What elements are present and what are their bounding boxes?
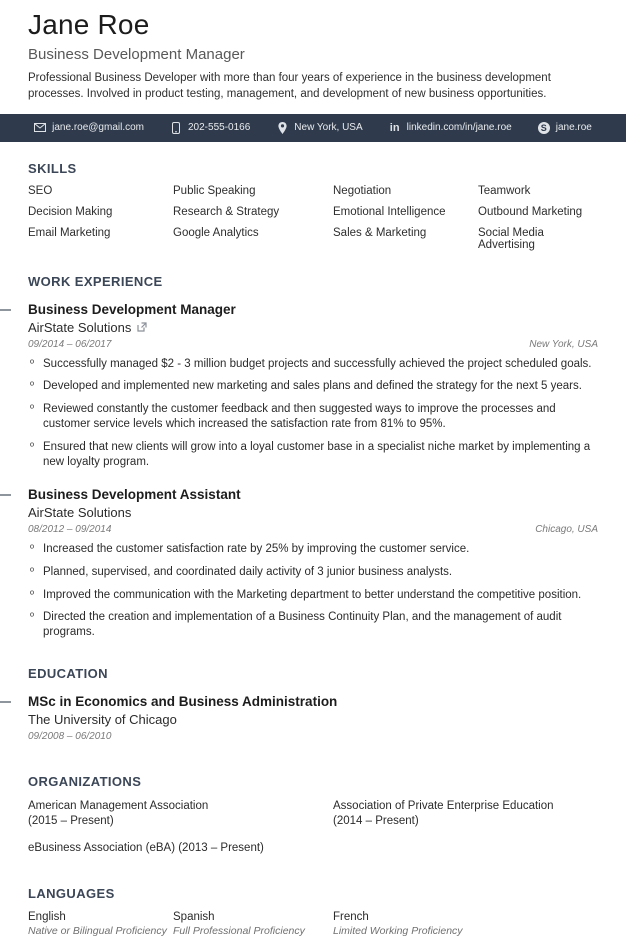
organization-item: [28, 841, 598, 856]
contact-phone-text: 202-555-0166: [188, 122, 251, 134]
candidate-summary: Professional Business Developer with more than four years of experience in the business development processes. Involved in product testing, management, and development of new business opportunities.: [28, 72, 551, 100]
work-experience-section: [28, 274, 598, 641]
organizations-grid: [28, 799, 598, 829]
resume-body: [0, 161, 626, 937]
job-bullet-list: [28, 542, 598, 640]
language-level: Limited Working Proficiency: [333, 925, 463, 937]
contact-phone[interactable]: [170, 122, 250, 134]
job-meta-row: [28, 524, 598, 535]
timeline-tick: [0, 494, 11, 496]
education-dates: 09/2008 – 06/2010: [28, 730, 112, 742]
skills-heading: SKILLS: [28, 160, 77, 176]
language-name: French: [333, 911, 369, 924]
skill-item: Research & Strategy: [173, 205, 280, 218]
skill-item: Public Speaking: [173, 184, 256, 197]
education-entry: [28, 694, 598, 742]
job-dates: 08/2012 – 09/2014: [28, 524, 112, 536]
languages-section: [28, 886, 598, 937]
job-location: Chicago, USA: [535, 524, 598, 536]
education-degree: MSc in Economics and Business Administration: [28, 693, 338, 709]
skill-item: Social Media Advertising: [478, 226, 544, 251]
contact-skype-text: jane.roe: [555, 122, 592, 134]
language-item: [173, 911, 333, 937]
job-bullet-list: [28, 357, 598, 471]
job-bullet: º Increased the customer satisfaction rate by 25% by improving the customer service.: [28, 542, 598, 557]
candidate-title: Business Development Manager: [28, 46, 245, 63]
job-company: AirState Solutions: [28, 505, 132, 521]
organization-item: [28, 799, 333, 829]
skill-item: Teamwork: [478, 184, 531, 197]
education-school: The University of Chicago: [28, 711, 177, 727]
job-bullet: º Planned, supervised, and coordinated daily activity of 3 junior business analysts.: [28, 565, 598, 580]
language-name: Spanish: [173, 911, 215, 924]
language-name: English: [28, 911, 66, 924]
job-entry: [28, 302, 598, 471]
skill-item: Sales & Marketing: [333, 226, 427, 239]
job-location: New York, USA: [529, 338, 598, 350]
mobile-phone-icon: [170, 122, 182, 134]
organization-name: American Management Association: [28, 799, 209, 812]
skill-item: Email Marketing: [28, 226, 111, 239]
job-bullet: º Directed the creation and implementation of a Business Continuity Plan, and the management of audit programs.: [28, 610, 598, 640]
contact-skype[interactable]: [538, 122, 592, 134]
linkedin-icon: in: [389, 121, 400, 134]
job-bullet: º Ensured that new clients will grow into a loyal customer base in a specialist niche market by implementing a new loyalty program.: [28, 440, 598, 470]
job-bullet: º Successfully managed $2 - 3 million budget projects and successfully achieved the project scheduled goals.: [28, 357, 598, 372]
work-experience-heading: WORK EXPERIENCE: [28, 273, 163, 289]
skill-item: Decision Making: [28, 205, 113, 218]
contact-email-text: jane.roe@gmail.com: [52, 122, 144, 134]
language-level: Full Professional Proficiency: [173, 925, 305, 937]
contact-location-text: New York, USA: [294, 122, 363, 134]
language-item: [28, 911, 173, 937]
location-pin-icon: [276, 122, 288, 134]
timeline-tick: [0, 309, 11, 311]
job-bullet: º Developed and implemented new marketing and sales plans and defined the strategy for the next 5 years.: [28, 379, 598, 394]
education-heading: EDUCATION: [28, 665, 108, 681]
skill-item: Outbound Marketing: [478, 205, 583, 218]
organizations-heading: ORGANIZATIONS: [28, 773, 142, 789]
job-dates: 09/2014 – 06/2017: [28, 338, 112, 350]
envelope-icon: [34, 122, 46, 134]
languages-heading: LANGUAGES: [28, 886, 115, 902]
job-company-row: [28, 505, 598, 520]
job-bullet: º Reviewed constantly the customer feedback and then suggested ways to improve the processes and customer service levels which increased the satisfaction rate from 81% to 95%.: [28, 402, 598, 432]
skills-grid: [28, 185, 598, 251]
skill-item: SEO: [28, 184, 53, 197]
language-level: Native or Bilingual Proficiency: [28, 925, 167, 937]
job-meta-row: [28, 339, 598, 350]
external-link-icon[interactable]: [137, 322, 147, 332]
contact-linkedin-text: linkedin.com/in/jane.roe: [406, 122, 512, 134]
job-company: AirState Solutions: [28, 319, 132, 335]
job-title: Business Development Manager: [28, 301, 236, 317]
job-company-row: [28, 320, 598, 335]
contact-email[interactable]: [34, 122, 144, 134]
job-title: Business Development Assistant: [28, 487, 241, 503]
languages-grid: [28, 911, 598, 937]
resume-header: [0, 0, 626, 103]
organization-name: eBusiness Association (eBA) (2013 – Present): [28, 842, 264, 855]
skill-item: Negotiation: [333, 184, 392, 197]
job-entry: [28, 487, 598, 640]
candidate-name: Jane Roe: [28, 9, 150, 40]
contact-bar: [0, 114, 626, 142]
organization-period: (2014 – Present): [333, 814, 419, 827]
organizations-section: [28, 774, 598, 857]
organization-item: [333, 799, 598, 829]
organization-period: (2015 – Present): [28, 814, 114, 827]
language-item: [333, 911, 598, 937]
skype-icon: S: [538, 122, 550, 134]
education-section: [28, 666, 598, 742]
organization-name: Association of Private Enterprise Education: [333, 799, 554, 812]
job-bullet: º Improved the communication with the Marketing department to better understand the competitive position.: [28, 588, 598, 603]
skill-item: Google Analytics: [173, 226, 259, 239]
timeline-tick: [0, 701, 11, 703]
contact-linkedin[interactable]: [389, 122, 512, 134]
skill-item: Emotional Intelligence: [333, 205, 446, 218]
contact-location: [276, 122, 362, 134]
skills-section: [28, 161, 598, 251]
